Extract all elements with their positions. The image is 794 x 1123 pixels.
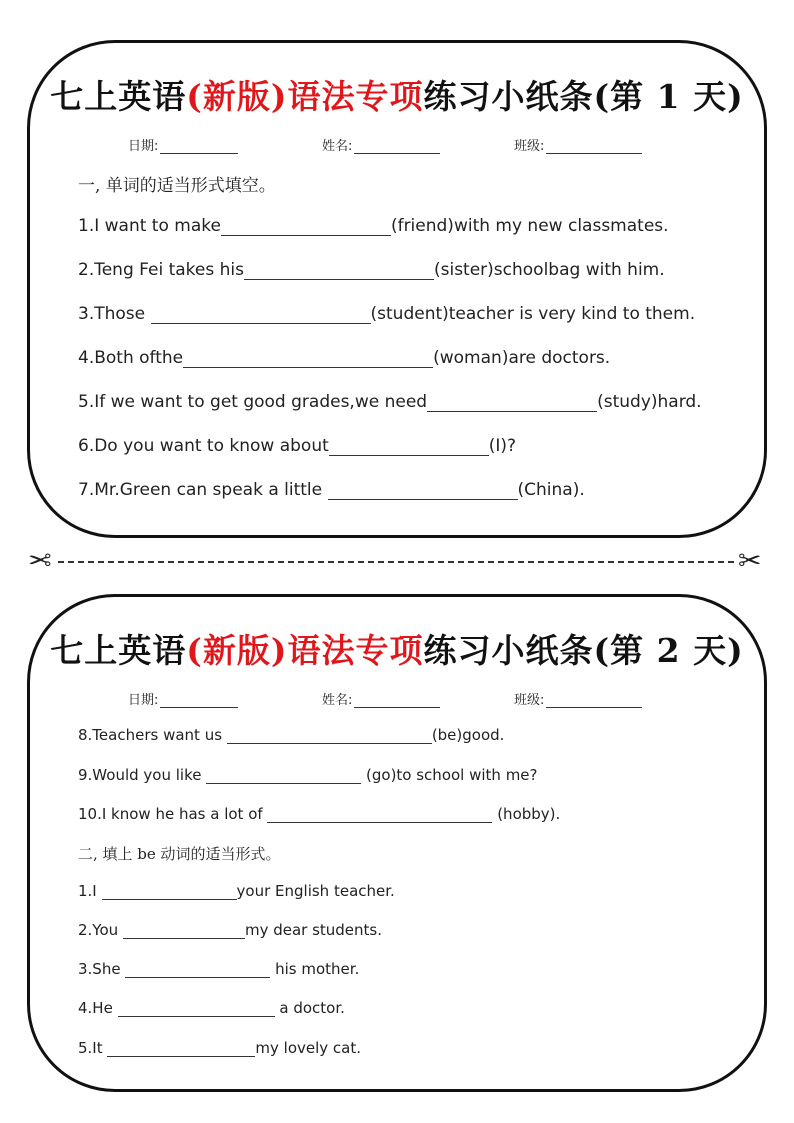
worksheet-title: 七上英语(新版)语法专项练习小纸条(第 2 天) — [50, 631, 744, 670]
answer-blank[interactable] — [151, 305, 371, 324]
answer-blank[interactable] — [118, 998, 275, 1017]
exercise-item-6: 6.Do you want to know about (I)? — [78, 436, 517, 456]
date-field[interactable]: 日期: — [128, 689, 238, 708]
answer-blank[interactable] — [221, 217, 391, 236]
answer-blank[interactable] — [206, 765, 361, 784]
worksheet-title: 七上英语(新版)语法专项练习小纸条(第 1 天) — [50, 77, 744, 116]
exercise-item-3: 3.Those (student)teacher is very kind to them. — [78, 304, 696, 324]
answer-blank[interactable] — [125, 959, 270, 978]
answer-blank[interactable] — [183, 349, 433, 368]
exercise-item-1: 1.I want to make (friend)with my new classmates. — [78, 216, 669, 236]
section-heading: 二, 填上 be 动词的适当形式。 — [78, 845, 281, 863]
answer-blank[interactable] — [244, 261, 434, 280]
answer-blank[interactable] — [328, 481, 518, 500]
exercise-item-7: 7.Mr.Green can speak a little (China). — [78, 480, 585, 500]
info-row — [30, 135, 764, 155]
answer-blank[interactable] — [427, 393, 597, 412]
answer-blank[interactable] — [102, 881, 237, 900]
scissors-icon: ✂ — [738, 544, 762, 577]
worksheet-card-day-1 — [27, 40, 767, 538]
exercise-item-10: 10.I know he has a lot of (hobby). — [78, 805, 561, 823]
exercise-item-2: 2.Teng Fei takes his (sister)schoolbag with him. — [78, 260, 665, 280]
be-verb-item-5: 5.It my lovely cat. — [78, 1039, 362, 1057]
name-field[interactable]: 姓名: — [322, 135, 440, 154]
exercise-item-8: 8.Teachers want us (be)good. — [78, 726, 505, 744]
be-verb-item-1: 1.I your English teacher. — [78, 882, 395, 900]
answer-blank[interactable] — [227, 725, 432, 744]
exercise-item-5: 5.If we want to get good grades,we need (study)hard. — [78, 392, 702, 412]
answer-blank[interactable] — [107, 1038, 255, 1057]
section-heading: 一, 单词的适当形式填空。 — [78, 176, 276, 196]
answer-blank[interactable] — [123, 920, 245, 939]
class-field[interactable]: 班级: — [514, 689, 642, 708]
be-verb-item-3: 3.She his mother. — [78, 960, 360, 978]
worksheet-card-day-2 — [27, 594, 767, 1092]
exercise-item-4: 4.Both ofthe (woman)are doctors. — [78, 348, 611, 368]
cut-line-divider — [58, 561, 734, 563]
exercise-item-9: 9.Would you like (go)to school with me? — [78, 766, 538, 784]
be-verb-item-2: 2.You my dear students. — [78, 921, 383, 939]
class-field[interactable]: 班级: — [514, 135, 642, 154]
answer-blank[interactable] — [329, 437, 489, 456]
be-verb-item-4: 4.He a doctor. — [78, 999, 345, 1017]
name-field[interactable]: 姓名: — [322, 689, 440, 708]
answer-blank[interactable] — [267, 804, 492, 823]
info-row — [30, 689, 764, 709]
date-field[interactable]: 日期: — [128, 135, 238, 154]
scissors-icon: ✂ — [28, 544, 52, 577]
